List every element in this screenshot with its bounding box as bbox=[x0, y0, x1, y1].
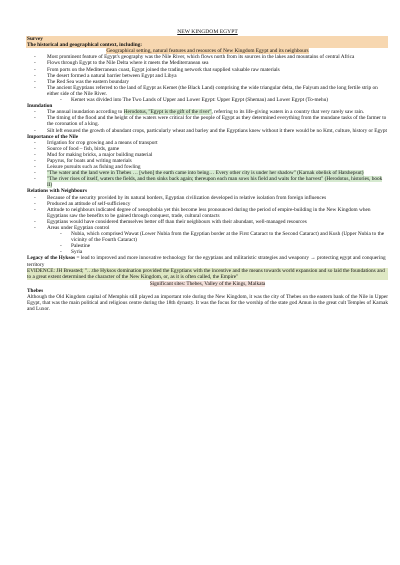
importance-bullet-list bbox=[27, 140, 388, 189]
thebes-heading: Thebes bbox=[27, 287, 44, 294]
list-item: - Papyrus, for boats and writing materials bbox=[27, 158, 388, 164]
evidence-block: EVIDENCE: JH Breasted; "…the Hyksos domination provided the Egyptians with the incentive and the means towards world expansion and so laid the foundations and to a great extent determined the character of the New Kingdom, or, as it is often called, the Empire" bbox=[27, 268, 388, 280]
list-item: - Source of food – fish, birds, game bbox=[27, 146, 388, 152]
geo-bullet-list bbox=[27, 54, 388, 103]
highlighted-quote: "The river rises of itself, waters the fields, and then sinks back again; thereupon each man sows his field and waits for the harvest" (Herodotus, histories, book II) bbox=[47, 176, 383, 189]
list-item: - Produced an attitude of self-sufficiency bbox=[27, 201, 388, 207]
list-item bbox=[27, 176, 388, 188]
inundation-bullet-list bbox=[27, 109, 388, 133]
page-title: NEW KINGDOM EGYPT bbox=[177, 29, 238, 35]
thebes-paragraph: Although the Old Kingdom capital of Memphis still played an important role during the New Kingdom, it was the city of Thebes on the eastern bank of the Nile in Upper Egypt, that was the main political and religious centre during the 18th dynasty. It was the focus for the worship of the state god Amun in the great cult Temples of Karnak and Luxor. bbox=[27, 294, 388, 313]
list-item: - The Red Sea was the eastern boundary bbox=[27, 79, 388, 85]
list-item: - Flows through Egypt to the Nile Delta where it meets the Mediterranean sea bbox=[27, 60, 388, 66]
sub-list-item: - Palestine bbox=[27, 243, 388, 249]
context-heading: The historical and geographical context, including: bbox=[26, 42, 388, 48]
geo-subheading: Geographical setting, natural features and resources of New Kingdom Egypt and its neighbours bbox=[106, 48, 309, 55]
sub-list-item: - Syria bbox=[27, 249, 388, 255]
list-item: - The desert formed a natural barrier between Egypt and Libya bbox=[27, 73, 388, 79]
survey-heading: Survey bbox=[26, 36, 388, 42]
list-item: - The timing of the flood and the height of the waters were critical for the people of Egypt as they determined everything from the mundane tasks of the farmer to the coronation of a king. bbox=[27, 115, 388, 127]
list-item: - From ports on the Mediterranean coast, Egypt joined the trading network that supplied valuable raw materials bbox=[27, 67, 388, 73]
list-item: - Egyptians would have considered themselves better off than their neighbours with their abundant, well-managed resources bbox=[27, 219, 388, 225]
list-item: - Areas under Egyptian control bbox=[27, 225, 388, 231]
list-item: - Attitude to neighbours indicated degree of xenophobia yet this become less pronounced during the period of empire-building in the New Kingdom when Egyptians saw the benefits to be gained through conquest, trade, cultural contacts bbox=[27, 207, 388, 219]
sites-heading: Significant sites: Thebes, Valley of the Kings, Malkata bbox=[149, 280, 266, 287]
list-item: - Leisure pursuits such as fishing and fowling bbox=[27, 164, 388, 170]
list-item: - Silt left ensured the growth of abundant crops, particularly wheat and barley and the Egyptians knew without it there would be no Kmt, culture, history or Egypt bbox=[27, 128, 388, 134]
list-item: - Because of the security provided by its natural borders, Egyptian civilization developed in relative isolation from foreign influences bbox=[27, 195, 388, 201]
sub-list-item: - Nubia, which comprised Wawat (Lower Nubia from the Egyptian border at the First Cataract to the Second Cataract) and Kush (Upper Nubia to the vicinity of the Fourth Cataract) bbox=[27, 231, 388, 243]
list-item: - Irrigation for crop growing and a means of transport bbox=[27, 140, 388, 146]
inundation-heading: Inundation bbox=[27, 103, 53, 110]
highlighted-quote: Herodotus, "Egypt is the gift of the river" bbox=[123, 109, 212, 116]
list-item: - The annual inundation according to Herodotus, "Egypt is the gift of the river", referring to its life-giving waters in a country that very rarely saw rain. bbox=[27, 109, 388, 115]
highlighted-quote: "The water and the land were in Thebes … [when] the earth came into being… Every other city is under her shadow" (Karnak obelisk of Hatshepsut) bbox=[47, 170, 364, 177]
importance-heading: Importance of the Nile bbox=[27, 133, 79, 140]
relations-bullet-list bbox=[27, 195, 388, 256]
list-item: - The ancient Egyptians referred to the land of Egypt as Kemet (the Black Land) comprising the wide triangular delta, the Faiyum and the long fertile strip on either side of the Nile River. bbox=[27, 85, 388, 97]
list-item: - Most prominent feature of Egypt's geography was the Nile River, which flows north from its sources in the lakes and mountains of central Africa bbox=[27, 54, 388, 60]
sub-list-item: - Kemet was divided into The Two Lands of Upper and Lower Egypt: Upper Egypt (Shemau) and Lower Egypt (To-mehu) bbox=[27, 97, 388, 103]
relations-heading: Relations with Neighbours bbox=[27, 188, 88, 195]
hyksos-label: Legacy of the Hyksos bbox=[27, 255, 76, 262]
hyksos-paragraph: Legacy of the Hyksos = lead to improved and more innovative technology for the egyptians and militaristic strategies and weaponry → protecting egypt and conquering territory bbox=[27, 255, 386, 268]
list-item: - Mud for making bricks, a major building material bbox=[27, 152, 388, 158]
